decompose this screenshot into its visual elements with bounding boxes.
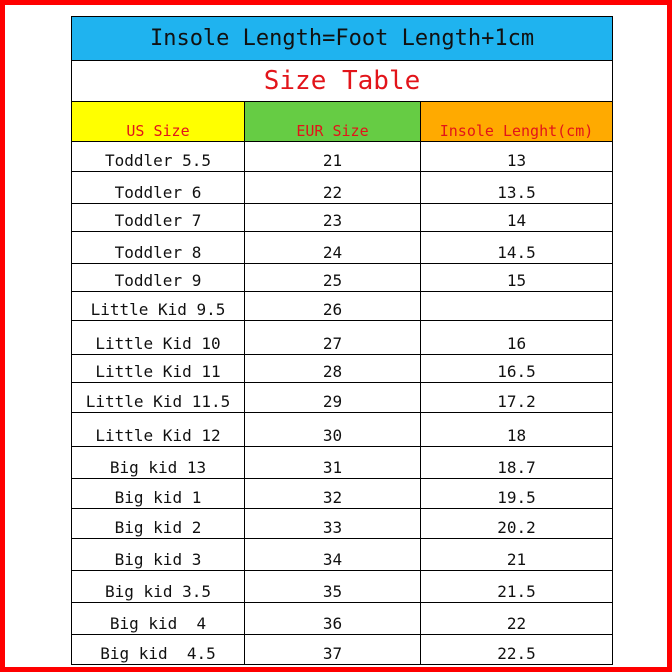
eur-size-cell: 21 (245, 142, 421, 172)
header-row (72, 102, 613, 142)
insole-length-cell: 14 (421, 204, 613, 232)
insole-length-cell (421, 292, 613, 321)
eur-size-cell: 23 (245, 204, 421, 232)
insole-length-cell: 14.5 (421, 232, 613, 264)
table-row (72, 232, 613, 264)
insole-length-cell: 20.2 (421, 509, 613, 539)
eur-size-cell: 36 (245, 603, 421, 635)
table-row (72, 447, 613, 479)
us-size-cell: Toddler 7 (72, 204, 245, 232)
table-row (72, 292, 613, 321)
table-row (72, 264, 613, 292)
table-row (72, 635, 613, 665)
us-size-cell: Big kid 3.5 (72, 571, 245, 603)
eur-size-cell: 25 (245, 264, 421, 292)
table-row (72, 571, 613, 603)
header-insole-length: Insole Lenght(cm) (421, 102, 613, 142)
us-size-cell: Little Kid 10 (72, 321, 245, 355)
eur-size-cell: 34 (245, 539, 421, 571)
insole-length-cell: 16 (421, 321, 613, 355)
insole-length-cell: 18.7 (421, 447, 613, 479)
eur-size-cell: 31 (245, 447, 421, 479)
insole-length-cell: 21.5 (421, 571, 613, 603)
eur-size-cell: 22 (245, 172, 421, 204)
us-size-cell: Little Kid 11 (72, 355, 245, 383)
us-size-cell: Big kid 3 (72, 539, 245, 571)
eur-size-cell: 37 (245, 635, 421, 665)
header-us-size: US Size (72, 102, 245, 142)
table-row (72, 172, 613, 204)
insole-length-cell: 21 (421, 539, 613, 571)
insole-length-cell: 13 (421, 142, 613, 172)
eur-size-cell: 32 (245, 479, 421, 509)
size-table (71, 16, 613, 665)
insole-length-cell: 17.2 (421, 383, 613, 413)
eur-size-cell: 28 (245, 355, 421, 383)
insole-length-cell: 19.5 (421, 479, 613, 509)
size-table-title: Size Table (72, 61, 613, 102)
insole-length-cell: 22 (421, 603, 613, 635)
us-size-cell: Big kid 1 (72, 479, 245, 509)
eur-size-cell: 24 (245, 232, 421, 264)
table-row (72, 383, 613, 413)
table-row (72, 413, 613, 447)
us-size-cell: Little Kid 11.5 (72, 383, 245, 413)
eur-size-cell: 26 (245, 292, 421, 321)
insole-length-cell: 15 (421, 264, 613, 292)
insole-length-cell: 22.5 (421, 635, 613, 665)
table-row (72, 321, 613, 355)
eur-size-cell: 30 (245, 413, 421, 447)
us-size-cell: Toddler 8 (72, 232, 245, 264)
header-eur-size: EUR Size (245, 102, 421, 142)
us-size-cell: Big kid 4 (72, 603, 245, 635)
eur-size-cell: 27 (245, 321, 421, 355)
table-row (72, 142, 613, 172)
table-row (72, 204, 613, 232)
us-size-cell: Toddler 9 (72, 264, 245, 292)
insole-formula-banner: Insole Length=Foot Length+1cm (72, 17, 613, 61)
table-row (72, 603, 613, 635)
us-size-cell: Little Kid 9.5 (72, 292, 245, 321)
eur-size-cell: 33 (245, 509, 421, 539)
insole-length-cell: 13.5 (421, 172, 613, 204)
table-row (72, 355, 613, 383)
table-row (72, 509, 613, 539)
table-row (72, 479, 613, 509)
insole-length-cell: 16.5 (421, 355, 613, 383)
table-row (72, 539, 613, 571)
eur-size-cell: 29 (245, 383, 421, 413)
us-size-cell: Big kid 4.5 (72, 635, 245, 665)
us-size-cell: Toddler 6 (72, 172, 245, 204)
us-size-cell: Big kid 2 (72, 509, 245, 539)
eur-size-cell: 35 (245, 571, 421, 603)
us-size-cell: Big kid 13 (72, 447, 245, 479)
size-chart (71, 16, 612, 665)
us-size-cell: Little Kid 12 (72, 413, 245, 447)
insole-length-cell: 18 (421, 413, 613, 447)
us-size-cell: Toddler 5.5 (72, 142, 245, 172)
